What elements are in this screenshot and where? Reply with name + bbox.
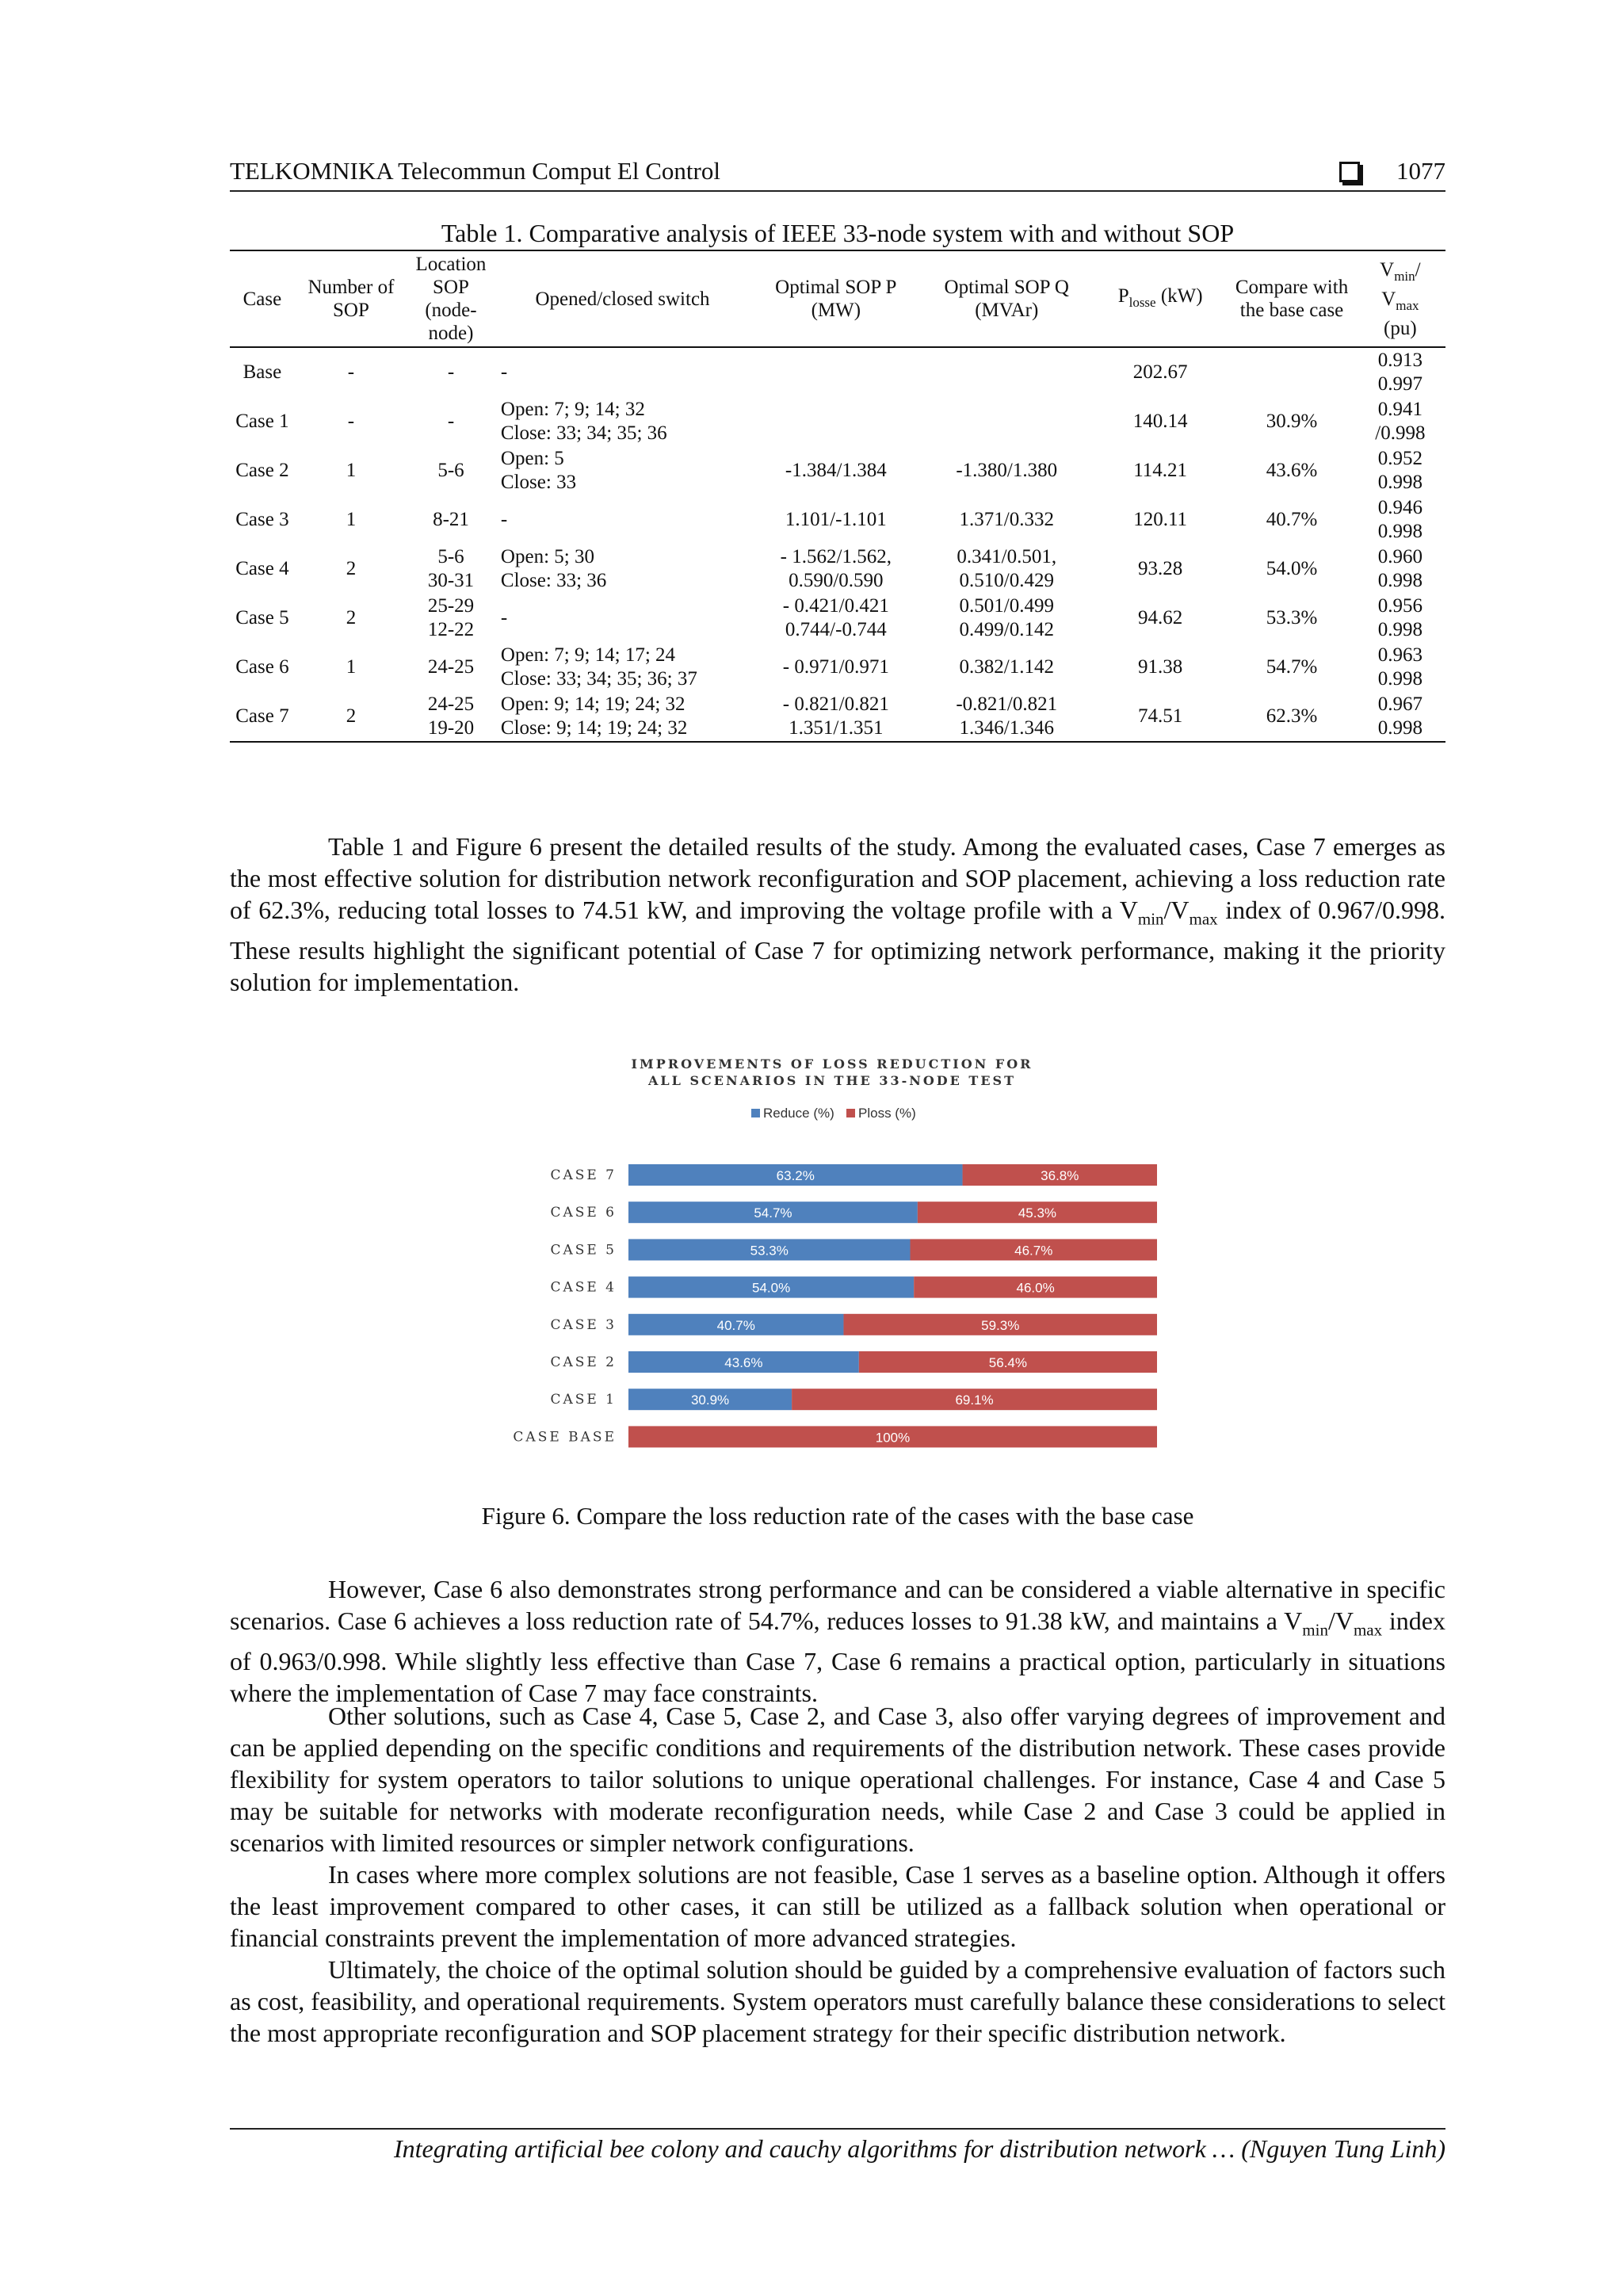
cell-vmin: 0.967 xyxy=(1377,693,1423,715)
cell-switch: Open: 5; 30 Close: 33; 36 xyxy=(500,546,607,591)
para1-text-a: Table 1 and Figure 6 present the detailed results of the study. Among the evaluated cases, Case 7 emerges as the most effective solution for distribution network reconfiguration and SOP placement, achieving a loss reduction rate of 62.3%, reducing total losses to 74.51 kW, and improving the voltage profile with a V xyxy=(230,832,1445,924)
voltage-unit: (pu) xyxy=(1384,317,1417,339)
cell-optimal-q: 1.371/0.332 xyxy=(959,509,1054,530)
cell-optimal-p: - 0.971/0.971 xyxy=(782,656,889,678)
table-header-row xyxy=(230,250,1445,347)
cell-vmin: 0.956 xyxy=(1377,595,1423,617)
cell-optimal-q: 0.341/0.501, 0.510/0.429 xyxy=(957,546,1057,591)
cell-switch: Open: 7; 9; 14; 17; 24 Close: 33; 34; 35; 36; 37 xyxy=(500,644,697,690)
col-header-optimal-p: Optimal SOP P (MW) xyxy=(775,277,897,321)
cell-voltage xyxy=(1355,446,1445,495)
cell-optimal-p xyxy=(750,347,921,397)
journal-title: TELKOMNIKA Telecommun Comput El Control xyxy=(230,157,720,185)
cell-vmin: 0.963 xyxy=(1377,644,1423,666)
cell-optimal-p: - 0.821/0.821 1.351/1.351 xyxy=(782,693,889,739)
cell-optimal-q: 0.382/1.142 xyxy=(959,656,1054,678)
chart-title-line1: IMPROVEMENTS OF LOSS REDUCTION FOR xyxy=(631,1056,1033,1072)
legend-label-0: Reduce (%) xyxy=(763,1106,834,1121)
col-header-number-sop: Number of SOP xyxy=(307,277,395,321)
cell-case: Case 1 xyxy=(235,411,289,432)
results-table-wrapper xyxy=(230,250,1445,743)
results-table xyxy=(230,250,1445,743)
table-row xyxy=(230,446,1445,495)
category-label: CASE 6 xyxy=(550,1205,617,1221)
cell-number-sop: 2 xyxy=(346,558,357,579)
table-caption: Table 1. Comparative analysis of IEEE 33-node system with and without SOP xyxy=(441,219,1235,247)
running-header xyxy=(230,155,1445,192)
para2-sub-max: max xyxy=(1353,1620,1383,1640)
cell-optimal-p: - 0.421/0.421 0.744/-0.744 xyxy=(782,595,889,640)
category-label: CASE 3 xyxy=(550,1316,617,1333)
cell-case: Case 7 xyxy=(235,705,289,727)
data-label: 46.0% xyxy=(1016,1280,1055,1296)
table-row xyxy=(230,692,1445,742)
data-label: 36.8% xyxy=(1041,1168,1079,1183)
cell-vmin: 0.946 xyxy=(1377,497,1423,518)
cell-ploss: 114.21 xyxy=(1133,460,1188,481)
cell-location: 24-25 19-20 xyxy=(427,693,475,739)
running-footer: Integrating artificial bee colony and cauchy algorithms for distribution network … (Nguyen Tung Linh) xyxy=(230,2128,1445,2164)
cell-ploss: 94.62 xyxy=(1138,607,1183,628)
loss-reduction-chart xyxy=(499,1045,1165,1465)
col-header-voltage: $V_{min}/$ $V_{max}$ (pu) xyxy=(1380,258,1421,339)
cell-compare: 53.3% xyxy=(1266,607,1318,628)
cell-voltage xyxy=(1355,347,1445,397)
cell-case: Case 3 xyxy=(235,509,289,530)
cell-case: Base xyxy=(242,361,282,383)
cell-compare: 54.7% xyxy=(1266,656,1318,678)
col-header-location-sop: Location SOP (node-node) xyxy=(415,254,487,344)
data-label: 59.3% xyxy=(981,1317,1020,1333)
cell-switch: Open: 9; 14; 19; 24; 32 Close: 9; 14; 19; 24; 32 xyxy=(500,693,688,739)
para2-text-c: index of 0.963/0.998. While slightly less effective than Case 7, Case 6 remains a practical option, particularly in situations where the implementation of Case 7 may face constraints. xyxy=(230,1606,1446,1708)
cell-switch: - xyxy=(500,361,508,383)
category-label: CASE 4 xyxy=(550,1279,617,1296)
data-label: 54.0% xyxy=(751,1280,791,1296)
category-label: CASE 1 xyxy=(550,1392,617,1408)
cell-switch: Open: 7; 9; 14; 32 Close: 33; 34; 35; 36 xyxy=(500,399,667,444)
cell-compare: 43.6% xyxy=(1266,460,1318,481)
cell-vmax: 0.998 xyxy=(1377,521,1423,542)
cell-location: 24-25 xyxy=(427,656,475,678)
data-label: 54.7% xyxy=(754,1205,792,1221)
cell-number-sop: 1 xyxy=(346,460,357,481)
page-number: 1077 xyxy=(1396,157,1445,185)
cell-vmax: 0.998 xyxy=(1377,668,1423,690)
category-label: CASE 5 xyxy=(550,1242,617,1259)
cell-switch: Open: 5 Close: 33 xyxy=(500,448,577,493)
cell-voltage xyxy=(1355,643,1445,692)
cell-compare: 62.3% xyxy=(1266,705,1318,727)
cell-vmin: 0.941 xyxy=(1377,399,1423,420)
cell-number-sop: - xyxy=(347,361,355,383)
cell-compare: 54.0% xyxy=(1266,558,1318,579)
table-row xyxy=(230,643,1445,692)
cell-switch: - xyxy=(500,509,508,530)
cell-voltage xyxy=(1355,397,1445,446)
cell-number-sop: 1 xyxy=(346,509,357,530)
cell-voltage xyxy=(1355,692,1445,742)
paragraph-results-summary xyxy=(230,831,1445,998)
data-label: 43.6% xyxy=(724,1355,763,1370)
col-header-switch: Opened/closed switch xyxy=(535,288,710,310)
paragraph-case1: In cases where more complex solutions are not feasible, Case 1 serves as a baseline option. Although it offers the least improvement compared to other cases, it can still be utilized as a fallback solution when operational or financial constraints prevent the implementation of more advanced strategies. xyxy=(230,1860,1445,1952)
cell-ploss: 140.14 xyxy=(1132,411,1188,432)
paragraph-conclusion: Ultimately, the choice of the optimal solution should be guided by a comprehensive evaluation of factors such as cost, feasibility, and operational requirements. System operators must carefully balance these considerations to select the most appropriate reconfiguration and SOP placement strategy for their specific distribution network. xyxy=(230,1955,1445,2047)
cell-compare: 30.9% xyxy=(1266,411,1318,432)
para2-text-a: However, Case 6 also demonstrates strong performance and can be considered a viable alternative in specific scenarios. Case 6 achieves a loss reduction rate of 54.7%, reduces losses to 91.38 kW, and maintains a V xyxy=(230,1575,1445,1635)
data-label: 53.3% xyxy=(750,1243,789,1259)
legend-swatch-1 xyxy=(846,1109,855,1117)
cell-compare: 40.7% xyxy=(1266,509,1318,530)
figure-caption: Figure 6. Compare the loss reduction rate of the cases with the base case xyxy=(481,1502,1194,1530)
cell-vmin: 0.960 xyxy=(1377,546,1423,567)
cell-number-sop: 2 xyxy=(346,607,357,628)
cell-vmax: /0.998 xyxy=(1375,422,1426,444)
cell-ploss: 202.67 xyxy=(1132,361,1188,383)
cell-location: - xyxy=(447,361,455,383)
cell-vmax: 0.998 xyxy=(1377,717,1423,739)
category-label: CASE 2 xyxy=(550,1354,617,1370)
cell-location: - xyxy=(447,411,455,432)
cell-ploss: 120.11 xyxy=(1133,509,1188,530)
col-header-case: Case xyxy=(242,288,282,310)
category-label: CASE BASE xyxy=(513,1429,617,1446)
chart-svg xyxy=(499,1045,1165,1465)
cell-optimal-p: 1.101/-1.101 xyxy=(785,509,887,530)
cell-optimal-p: - 1.562/1.562, 0.590/0.590 xyxy=(780,546,892,591)
cell-vmax: 0.998 xyxy=(1377,619,1423,640)
cell-optimal-p: -1.384/1.384 xyxy=(785,460,887,481)
cell-optimal-q: -0.821/0.821 1.346/1.346 xyxy=(956,693,1058,739)
data-label: 46.7% xyxy=(1014,1243,1053,1259)
data-label: 45.3% xyxy=(1018,1205,1057,1221)
data-label: 56.4% xyxy=(988,1355,1028,1370)
table-row xyxy=(230,347,1445,397)
cell-optimal-q xyxy=(922,347,1092,397)
cell-number-sop: 1 xyxy=(346,656,357,678)
cell-case: Case 6 xyxy=(235,656,289,678)
cell-vmin: 0.952 xyxy=(1377,448,1423,469)
cell-voltage xyxy=(1355,544,1445,594)
cell-vmin: 0.913 xyxy=(1377,350,1423,371)
data-label: 30.9% xyxy=(690,1392,730,1408)
col-header-ploss xyxy=(1092,250,1228,347)
cell-voltage xyxy=(1355,594,1445,643)
col-header-compare: Compare with the base case xyxy=(1235,277,1349,321)
cell-case: Case 2 xyxy=(235,460,289,481)
vmax-symbol: V xyxy=(1381,288,1396,310)
legend-swatch-0 xyxy=(751,1109,760,1117)
cell-switch: - xyxy=(500,607,508,628)
cell-location: 25-29 12-22 xyxy=(427,595,475,640)
vmin-subscript: min xyxy=(1394,268,1415,284)
cell-case: Case 4 xyxy=(235,558,289,579)
cell-optimal-p xyxy=(750,397,921,446)
para1-sub-min: min xyxy=(1137,909,1164,929)
cell-number-sop: - xyxy=(347,411,355,432)
cell-ploss: 74.51 xyxy=(1138,705,1183,727)
chart-title-line2: ALL SCENARIOS IN THE 33-NODE TEST xyxy=(648,1073,1016,1088)
table-row xyxy=(230,594,1445,643)
para1-text-c: index of 0.967/0.998. These results highlight the significant potential of Case 7 for optimizing network performance, making it the priority solution for implementation. xyxy=(230,896,1446,997)
cell-ploss: 93.28 xyxy=(1138,558,1183,579)
vmin-symbol: V xyxy=(1380,258,1395,281)
cell-location: 5-6 30-31 xyxy=(427,546,475,591)
data-label: 69.1% xyxy=(955,1392,994,1408)
cell-number-sop: 2 xyxy=(346,705,357,727)
legend-label-1: Ploss (%) xyxy=(858,1106,916,1121)
col-header-optimal-q: Optimal SOP Q (MVAr) xyxy=(944,277,1069,321)
square-bullet-icon xyxy=(1339,162,1360,182)
cell-vmax: 0.997 xyxy=(1377,373,1423,395)
category-label: CASE 7 xyxy=(550,1167,617,1183)
cell-voltage xyxy=(1355,495,1445,544)
para2-sub-min: min xyxy=(1302,1620,1328,1640)
ploss-unit: (kW) xyxy=(1155,285,1203,307)
table-body xyxy=(230,347,1445,742)
cell-optimal-q xyxy=(922,397,1092,446)
table-row xyxy=(230,544,1445,594)
data-label: 40.7% xyxy=(716,1317,755,1333)
para1-text-b: /V xyxy=(1163,896,1190,924)
cell-location: 8-21 xyxy=(433,509,469,530)
cell-optimal-q: -1.380/1.380 xyxy=(956,460,1058,481)
table-row xyxy=(230,495,1445,544)
paragraph-case6 xyxy=(230,1573,1445,1709)
para2-text-b: /V xyxy=(1327,1606,1354,1635)
data-label: 100% xyxy=(875,1430,911,1446)
cell-vmax: 0.998 xyxy=(1377,570,1423,591)
ploss-symbol: P xyxy=(1117,285,1129,307)
para1-sub-max: max xyxy=(1189,909,1218,929)
ploss-subscript: losse xyxy=(1128,294,1156,310)
cell-case: Case 5 xyxy=(235,607,289,628)
cell-vmax: 0.998 xyxy=(1377,472,1423,493)
cell-optimal-q: 0.501/0.499 0.499/0.142 xyxy=(959,595,1054,640)
cell-ploss: 91.38 xyxy=(1138,656,1183,678)
data-label: 63.2% xyxy=(776,1168,815,1183)
vmax-subscript: max xyxy=(1396,297,1419,313)
paragraph-other-solutions: Other solutions, such as Case 4, Case 5, Case 2, and Case 3, also offer varying degrees of improvement and can be applied depending on the specific conditions and requirements of the distribution network. These cases provide flexibility for system operators to tailor solutions to unique operational challenges. For instance, Case 4 and Case 5 may be suitable for networks with moderate reconfiguration needs, while Case 2 and Case 3 could be applied in scenarios with limited resources or simpler network configurations. xyxy=(230,1702,1445,1857)
cell-compare xyxy=(1228,347,1354,397)
table-row xyxy=(230,397,1445,446)
cell-location: 5-6 xyxy=(437,460,464,481)
